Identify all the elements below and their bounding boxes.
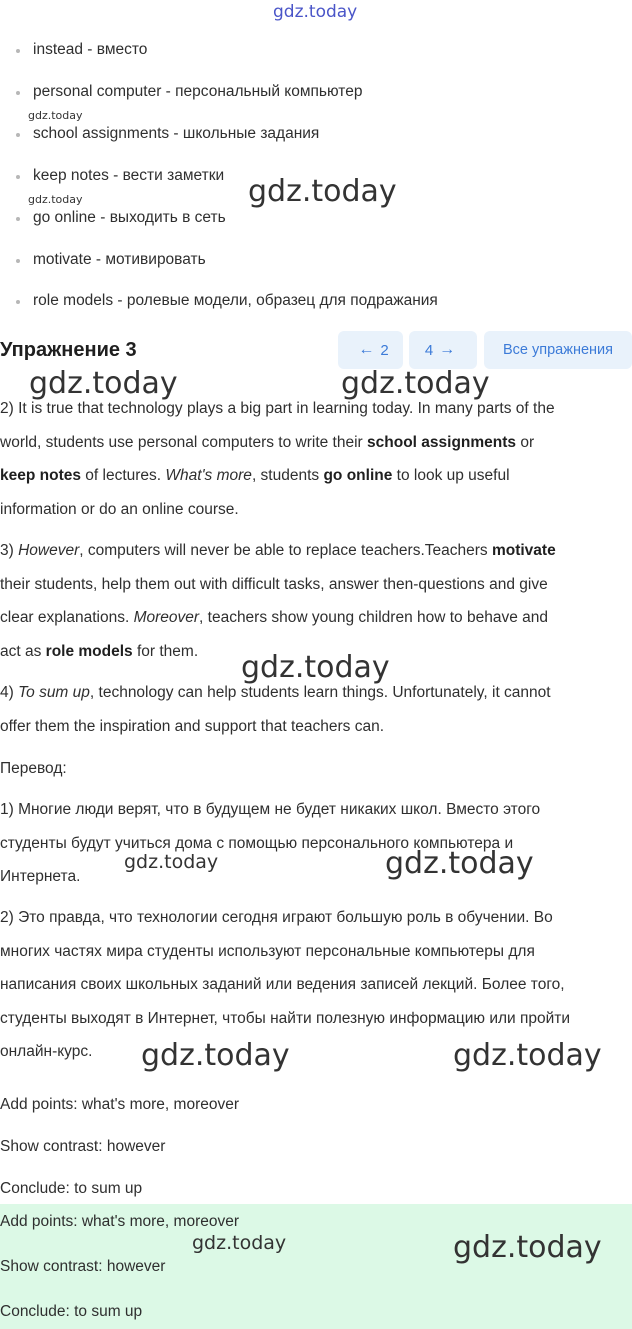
watermark-text: gdz.today [28, 193, 83, 206]
watermark-text: gdz.today [453, 1230, 602, 1265]
bullet-icon [16, 175, 20, 179]
paragraph-3: 3) However, computers will never be able to replace teachers.Teachers motivate their students, help them out with difficult tasks, answer then-questions and give clear explanations. Moreover, teachers show young children how to behave and act as role models for them. [0, 542, 556, 660]
watermark-text: gdz.today [453, 1038, 602, 1073]
watermark-text: gdz.today [29, 366, 178, 401]
watermark-text: gdz.today [341, 366, 490, 401]
prev-exercise-label: 2 [380, 341, 389, 359]
prev-exercise-button[interactable] [338, 331, 403, 369]
bullet-icon [16, 49, 20, 53]
translation-paragraph-1: 1) Многие люди верят, что в будущем не будет никаких школ. Вместо этого студенты будут учиться дома с помощью персонального компьютера и Интернета. [0, 801, 541, 885]
paragraph-4: 4) To sum up, technology can help students learn things. Unfortunately, it cannot offer them the inspiration and support that teachers can. [0, 684, 551, 735]
watermark-text: gdz.today [124, 851, 219, 873]
bullet-icon [16, 300, 20, 304]
bullet-icon [16, 133, 20, 137]
bullet-icon [16, 217, 20, 221]
exercise-title: Упражнение 3 [0, 339, 137, 361]
all-exercises-button[interactable]: Все упражнения [484, 331, 632, 369]
bullet-icon [16, 259, 20, 263]
summary-line: Show contrast: however [0, 1138, 166, 1155]
summary-line: Conclude: to sum up [0, 1180, 143, 1197]
watermark-text: gdz.today [248, 174, 397, 209]
next-exercise-button[interactable] [409, 331, 477, 369]
watermark-text: gdz.today [28, 109, 83, 122]
translation-label: Перевод: [0, 760, 67, 777]
arrow-left-icon: ← [358, 341, 375, 358]
highlight-line: Conclude: to sum up [0, 1303, 143, 1320]
watermark-text: gdz.today [192, 1232, 287, 1254]
highlight-line: Show contrast: however [0, 1258, 166, 1275]
arrow-right-icon: → [439, 341, 456, 358]
highlight-line: Add points: what's more, moreover [0, 1213, 240, 1230]
paragraph-2: 2) It is true that technology plays a big part in learning today. In many parts of the world, students use personal computers to write their school assignments or keep notes of lectures. What's more, students go online to look up useful information or do an online course. [0, 400, 555, 518]
next-exercise-label: 4 [424, 341, 434, 359]
summary-line: Add points: what's more, moreover [0, 1096, 240, 1113]
translation-paragraph-2: 2) Это правда, что технологии сегодня играют большую роль в обучении. Во многих частях мира студенты используют персональные компьютеры для написания своих школьных заданий или ведения записей лекций. Более того, студенты выходят в Интернет, чтобы найти полезную информацию или пройти онлайн-курс. [0, 909, 571, 1060]
watermark-text: gdz.today [141, 1038, 290, 1073]
watermark-text: gdz.today [241, 650, 390, 685]
watermark-text: gdz.today [273, 2, 358, 22]
watermark-text: gdz.today [385, 846, 534, 881]
bullet-icon [16, 91, 20, 95]
